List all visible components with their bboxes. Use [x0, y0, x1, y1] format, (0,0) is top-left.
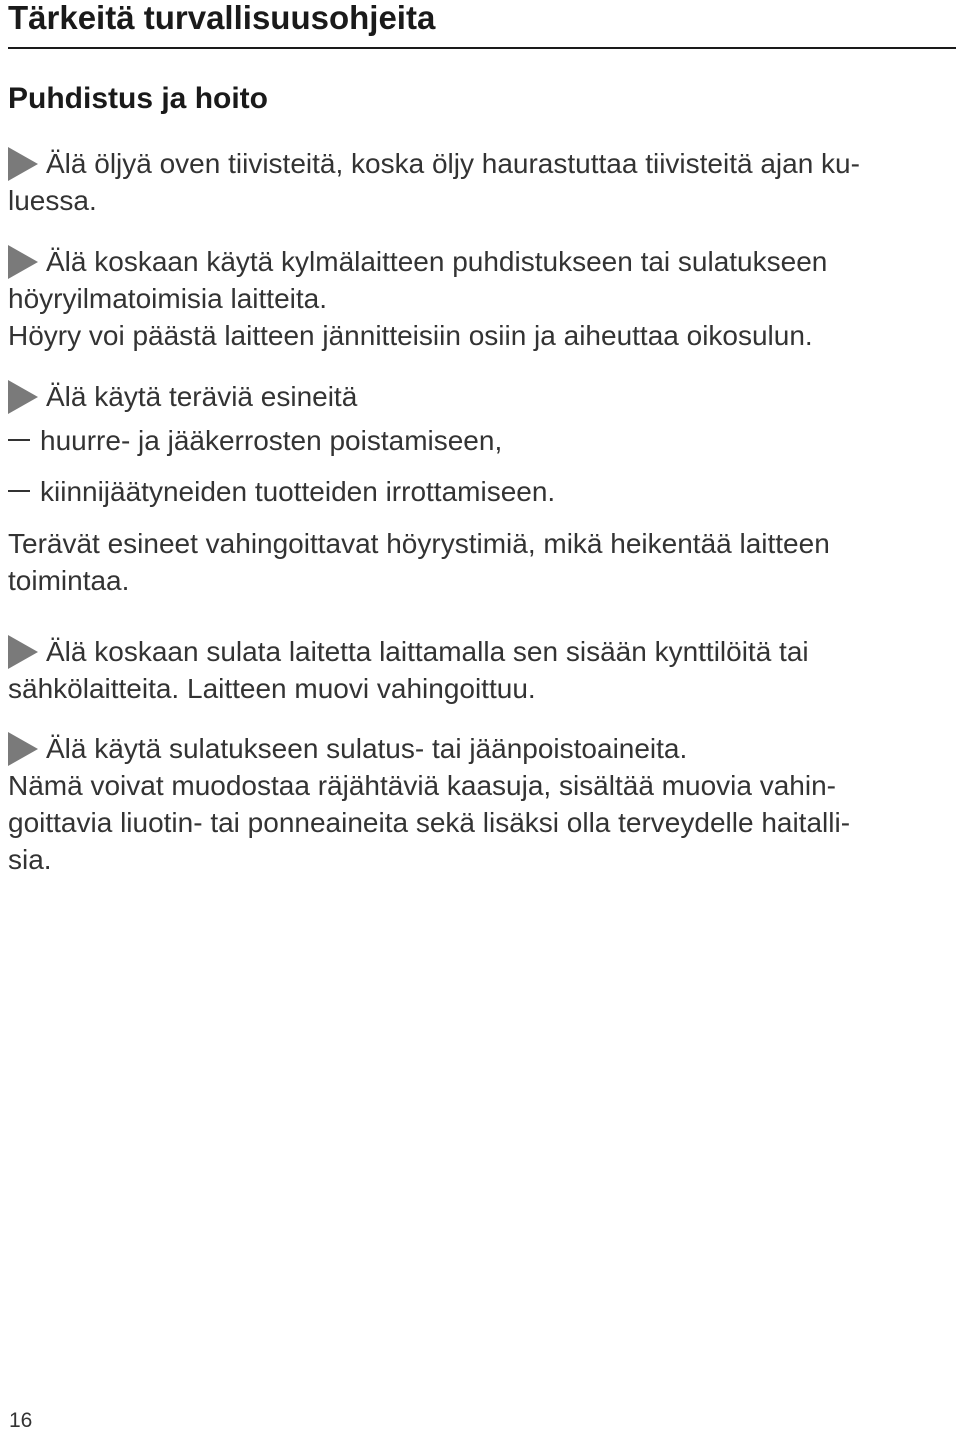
- warning-5-line-4: sia.: [8, 844, 52, 875]
- warning-2-line-1: Älä koskaan käytä kylmälaitteen puhdistukseen tai sulatukseen: [46, 246, 828, 277]
- sub-item-text: huurre- ja jääkerrosten poistamiseen,: [40, 425, 503, 456]
- warning-2-line-2: höyryilmatoimisia laitteita.: [8, 283, 327, 314]
- triangle-right-icon: [8, 147, 38, 181]
- warning-1-line-1: Älä öljyä oven tiivisteitä, koska öljy haurastuttaa tiivisteitä ajan ku-: [46, 148, 860, 179]
- title-divider: [8, 47, 956, 49]
- triangle-right-icon: [8, 245, 38, 279]
- warning-4-line-1: Älä koskaan sulata laitetta laittamalla sen sisään kynttilöitä tai: [46, 636, 809, 667]
- warning-3-sub-item-2: [8, 473, 555, 510]
- warning-3-note-line-1: Terävät esineet vahingoittavat höyrystimiä, mikä heikentää laitteen: [8, 528, 830, 559]
- warning-4: [8, 633, 938, 707]
- section-title: Puhdistus ja hoito: [8, 82, 268, 115]
- warning-1-line-2: luessa.: [8, 185, 97, 216]
- page-title: Tärkeitä turvallisuusohjeita: [8, 0, 436, 36]
- page-number: 16: [9, 1409, 33, 1432]
- dash-bullet: [8, 490, 30, 492]
- warning-3-line-1: Älä käytä teräviä esineitä: [46, 381, 358, 412]
- warning-1: [8, 145, 938, 219]
- warning-3-note-line-2: toimintaa.: [8, 565, 130, 596]
- warning-5-line-3: goittavia liuotin- tai ponneaineita sekä lisäksi olla terveydelle haitalli-: [8, 807, 851, 838]
- sub-item-text: kiinnijäätyneiden tuotteiden irrottamiseen.: [40, 476, 556, 507]
- warning-5-line-1: Älä käytä sulatukseen sulatus- tai jäänpoistoaineita.: [46, 733, 688, 764]
- triangle-right-icon: [8, 380, 38, 414]
- warning-4-line-2: sähkölaitteita. Laitteen muovi vahingoittuu.: [8, 673, 536, 704]
- warning-3-sub-item-1: [8, 422, 502, 459]
- warning-5: [8, 730, 938, 878]
- warning-3: [8, 378, 938, 415]
- triangle-right-icon: [8, 635, 38, 669]
- warning-2-line-3: Höyry voi päästä laitteen jännitteisiin osiin ja aiheuttaa oikosulun.: [8, 320, 813, 351]
- dash-bullet: [8, 439, 30, 441]
- warning-2: [8, 243, 938, 354]
- warning-3-note: [8, 525, 938, 599]
- triangle-right-icon: [8, 732, 38, 766]
- warning-5-line-2: Nämä voivat muodostaa räjähtäviä kaasuja, sisältää muovia vahin-: [8, 770, 836, 801]
